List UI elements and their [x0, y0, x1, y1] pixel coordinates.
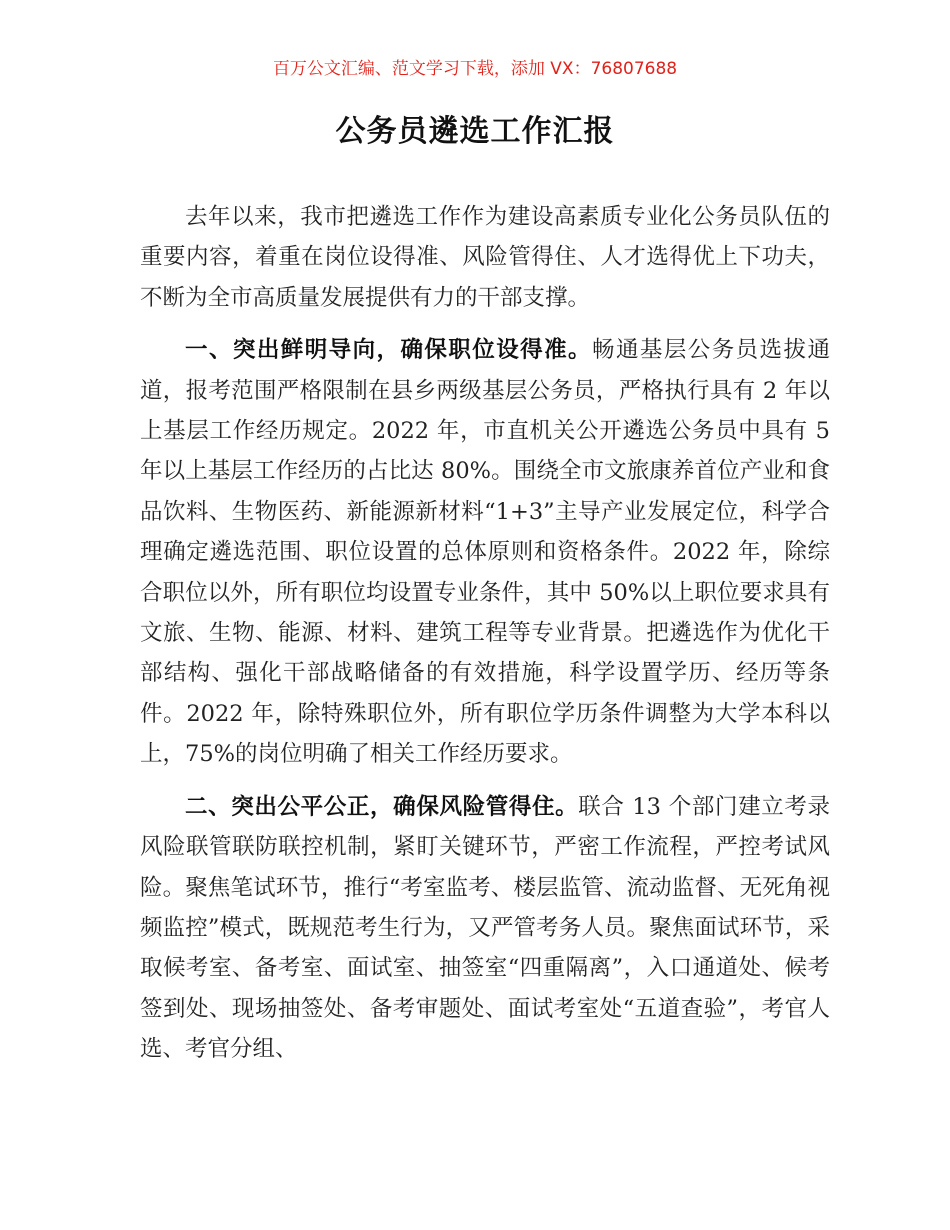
watermark-header-note: 百万公文汇编、范文学习下载，添加 VX：76807688	[272, 59, 678, 79]
document-title: 公务员遴选工作汇报	[335, 114, 615, 149]
section-heading-2: 二、突出公平公正，确保风险管得住。	[185, 793, 579, 820]
intro-paragraph: 去年以来，我市把遴选工作作为建设高素质专业化公务员队伍的重要内容，着重在岗位设得准、风险管得住、人才选得优上下功夫，不断为全市高质量发展提供有力的干部支撑。	[140, 204, 830, 311]
section-body-1: 畅通基层公务员选拔通道，报考范围严格限制在县乡两级基层公务员，严格执行具有 2 年以上基层工作经历规定。2022 年，市直机关公开遴选公务员中具有 5 年以上基层工作经历的占比达 80%。围绕全市文旅康养首位产业和食品饮料、生物医药、新能源新材料“1+3”主导产业发展定位，科学合理确定遴选范围、职位设置的总体原则和资格条件。2022 年，除综合职位以外，所有职位均设置专业条件，其中 50%以上职位要求具有文旅、生物、能源、材料、建筑工程等专业背景。把遴选作为优化干部结构、强化干部战略储备的有效措施，科学设置学历、经历等条件。2022 年，除特殊职位外，所有职位学历条件调整为大学本科以上，75%的岗位明确了相关工作经历要求。	[140, 337, 830, 768]
section-heading-1: 一、突出鲜明导向，确保职位设得准。	[185, 337, 592, 364]
document-body	[140, 197, 830, 1082]
section-paragraph-2	[140, 787, 830, 1070]
section-body-2: 联合 13 个部门建立考录风险联管联防联控机制，紧盯关键环节，严密工作流程，严控考试风险。聚焦笔试环节，推行“考室监考、楼层监管、流动监督、无死角视频监控”模式，既规范考生行为，又严管考务人员。聚焦面试环节，采取候考室、备考室、面试室、抽签室“四重隔离”，入口通道处、候考签到处、现场抽签处、备考审题处、面试考室处“五道查验”，考官人选、考官分组、	[140, 793, 830, 1063]
section-paragraph-1	[140, 330, 830, 774]
